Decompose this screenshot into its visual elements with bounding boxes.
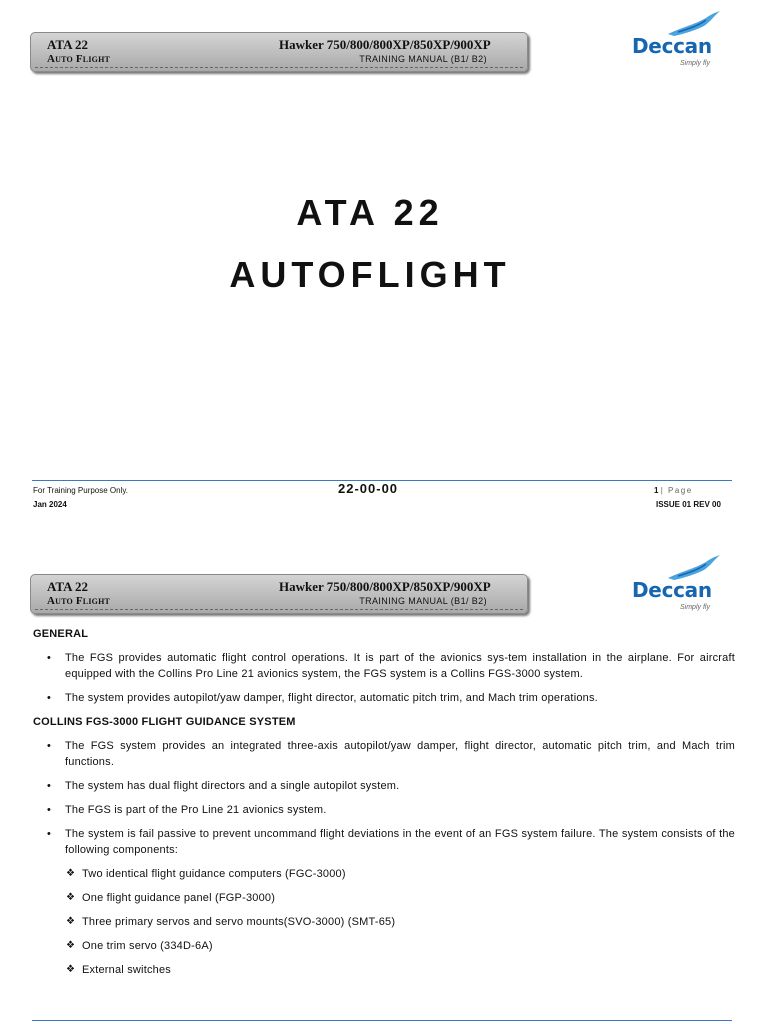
page-title-line2: AUTOFLIGHT (229, 254, 511, 295)
component-item: ❖ One flight guidance panel (FGP-3000) (33, 890, 735, 906)
page1-header-bar (30, 32, 528, 72)
list-item: • The FGS provides automatic flight control operations. It is part of the avionics sys-tem installation in the airplane. For aircraft equipped with the Collins Pro Line 21 avionics system, the FGS system is a Collins FGS-3000 system. (33, 650, 735, 682)
header-dashes (35, 67, 523, 68)
component-item: ❖ Three primary servos and servo mounts(SVO-3000) (SMT-65) (33, 914, 735, 930)
deccan-logo (630, 10, 730, 72)
logo-wordmark: Deccan (632, 578, 712, 602)
header-ata: ATA 22 (47, 37, 89, 52)
component-list (33, 866, 735, 978)
list-item: • The system is fail passive to prevent uncommand flight deviations in the event of an FGS system failure. The system consists of the following components: (33, 826, 735, 858)
logo-tagline: Simply fly (680, 60, 710, 67)
deccan-logo (630, 554, 730, 616)
page2-header-bar (30, 574, 528, 614)
list-item: • The system has dual flight directors and a single autopilot system. (33, 778, 735, 794)
footer-chapter-code: 22-00-00 (338, 481, 399, 496)
logo-tagline: Simply fly (680, 604, 710, 611)
list-item: • The system provides autopilot/yaw damper, flight director, automatic pitch trim, and Mach trim operations. (33, 690, 735, 706)
list-item: • The FGS system provides an integrated three-axis autopilot/yaw damper, flight director, automatic pitch trim, and Mach trim functions. (33, 738, 735, 770)
header-subtitle: Auto Flight (47, 53, 111, 65)
section-heading-general: GENERAL (33, 628, 89, 640)
header-manual: TRAINING MANUAL (B1/ B2) (359, 596, 487, 606)
page2-content (33, 626, 735, 986)
header-model: Hawker 750/800/800XP/850XP/900XP (279, 579, 491, 594)
footer-issue: ISSUE 01 REV 00 (656, 500, 721, 509)
footer-page (654, 486, 693, 495)
component-item: ❖ External switches (33, 962, 735, 978)
header-subtitle: Auto Flight (47, 595, 111, 607)
page2-bottom-divider (32, 1020, 732, 1021)
footer-training-note: For Training Purpose Only. (33, 486, 129, 495)
general-bullet-list (33, 650, 735, 706)
logo-wordmark: Deccan (632, 34, 712, 58)
component-item: ❖ One trim servo (334D-6A) (33, 938, 735, 954)
list-item: • The FGS is part of the Pro Line 21 avionics system. (33, 802, 735, 818)
footer-date: Jan 2024 (33, 500, 67, 509)
component-item: ❖ Two identical flight guidance computers (FGC-3000) (33, 866, 735, 882)
header-dashes (35, 609, 523, 610)
page-title-line1: ATA 22 (296, 192, 444, 233)
header-manual: TRAINING MANUAL (B1/ B2) (359, 54, 487, 64)
section-heading-collins: COLLINS FGS-3000 FLIGHT GUIDANCE SYSTEM (33, 716, 296, 728)
header-model: Hawker 750/800/800XP/850XP/900XP (279, 37, 491, 52)
header-ata: ATA 22 (47, 579, 89, 594)
footer-page-number: 1 (654, 486, 659, 495)
collins-bullet-list (33, 738, 735, 858)
footer-page-label: | Page (660, 486, 693, 495)
